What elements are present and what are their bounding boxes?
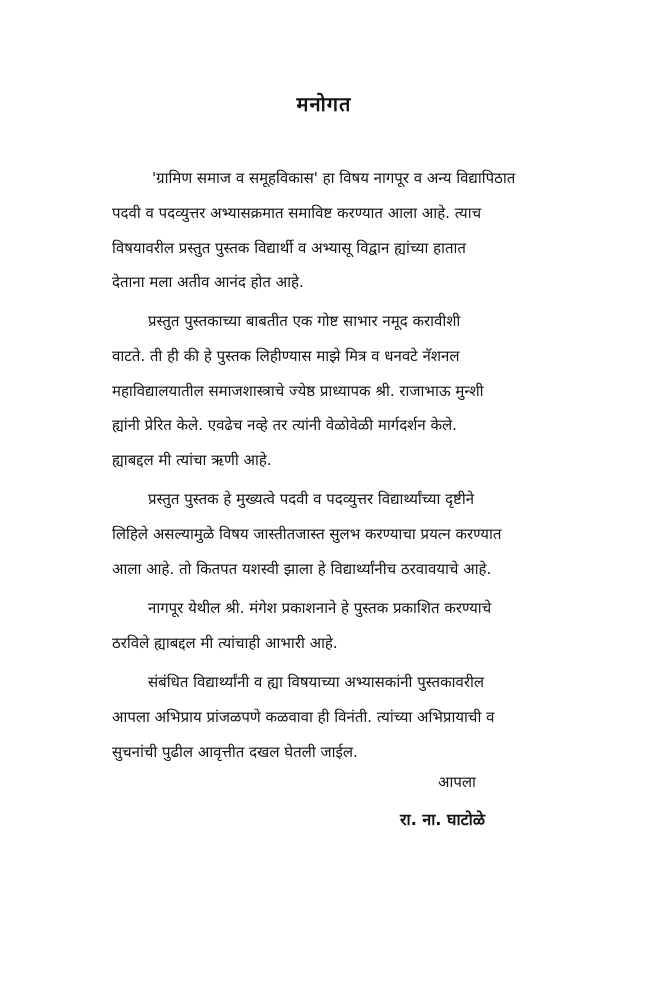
paragraph-2-line-2: वाटते. ती ही की हे पुस्तक लिहीण्यास माझे मित्र व धनवटे नॅशनल: [112, 347, 460, 365]
paragraph-4-line-2: ठरविले ह्याबद्दल मी त्यांचाही आभारी आहे.: [112, 634, 338, 652]
paragraph-1-line-2: पदवी व पदव्युत्तर अभ्यासक्रमात समाविष्ट करण्यात आला आहे. त्याच: [112, 204, 482, 222]
paragraph-2-line-4: ह्यांनी प्रेरित केले. एवढेच नव्हे तर त्यांनी वेळोवेळी मार्गदर्शन केले.: [112, 416, 457, 434]
page-title: मनोगत: [296, 92, 352, 116]
paragraph-4-line-1: नागपूर येथील श्री. मंगेश प्रकाशनाने हे पुस्तक प्रकाशित करण्याचे: [148, 599, 492, 617]
paragraph-5-line-3: सुचनांची पुढील आवृत्तीत दखल घेतली जाईल.: [112, 743, 358, 761]
closing-text: आपला: [438, 773, 476, 791]
paragraph-2-line-3: महाविद्यालयातील समाजशास्त्राचे ज्येष्ठ प्राध्यापक श्री. राजाभाऊ मुन्शी: [112, 382, 484, 400]
paragraph-5-line-1: संबंधित विद्यार्थ्यांनी व ह्या विषयाच्या अभ्यासकांनी पुस्तकावरील: [148, 673, 485, 691]
paragraph-1-line-4: देताना मला अतीव आनंद होत आहे.: [112, 273, 304, 291]
paragraph-5-line-2: आपला अभिप्राय प्रांजळपणे कळवावा ही विनंती. त्यांच्या अभिप्रायाची व: [112, 708, 495, 726]
author-name: रा. ना. घाटोळे: [400, 810, 485, 829]
paragraph-3-line-3: आला आहे. तो कितपत यशस्वी झाला हे विद्यार्थ्यांनीच ठरवावयाचे आहे.: [112, 560, 492, 578]
paragraph-3-line-1: प्रस्तुत पुस्तक हे मुख्यत्वे पदवी व पदव्युत्तर विद्यार्थ्यांच्या दृष्टीने: [148, 490, 475, 508]
paragraph-3-line-2: लिहिले असल्यामुळे विषय जास्तीतजास्त सुलभ करण्याचा प्रयत्न करण्यात: [112, 525, 502, 543]
paragraph-1-line-1: 'ग्रामिण समाज व समूहविकास' हा विषय नागपूर व अन्य विद्यापिठात: [152, 169, 516, 187]
paragraph-1-line-3: विषयावरील प्रस्तुत पुस्तक विद्यार्थी व अभ्यासू विद्वान ह्यांच्या हातात: [112, 239, 466, 257]
paragraph-2-line-1: प्रस्तुत पुस्तकाच्या बाबतीत एक गोष्ट साभार नमूद करावीशी: [148, 312, 461, 330]
paragraph-2-line-5: ह्याबद्दल मी त्यांचा ऋणी आहे.: [112, 451, 272, 469]
